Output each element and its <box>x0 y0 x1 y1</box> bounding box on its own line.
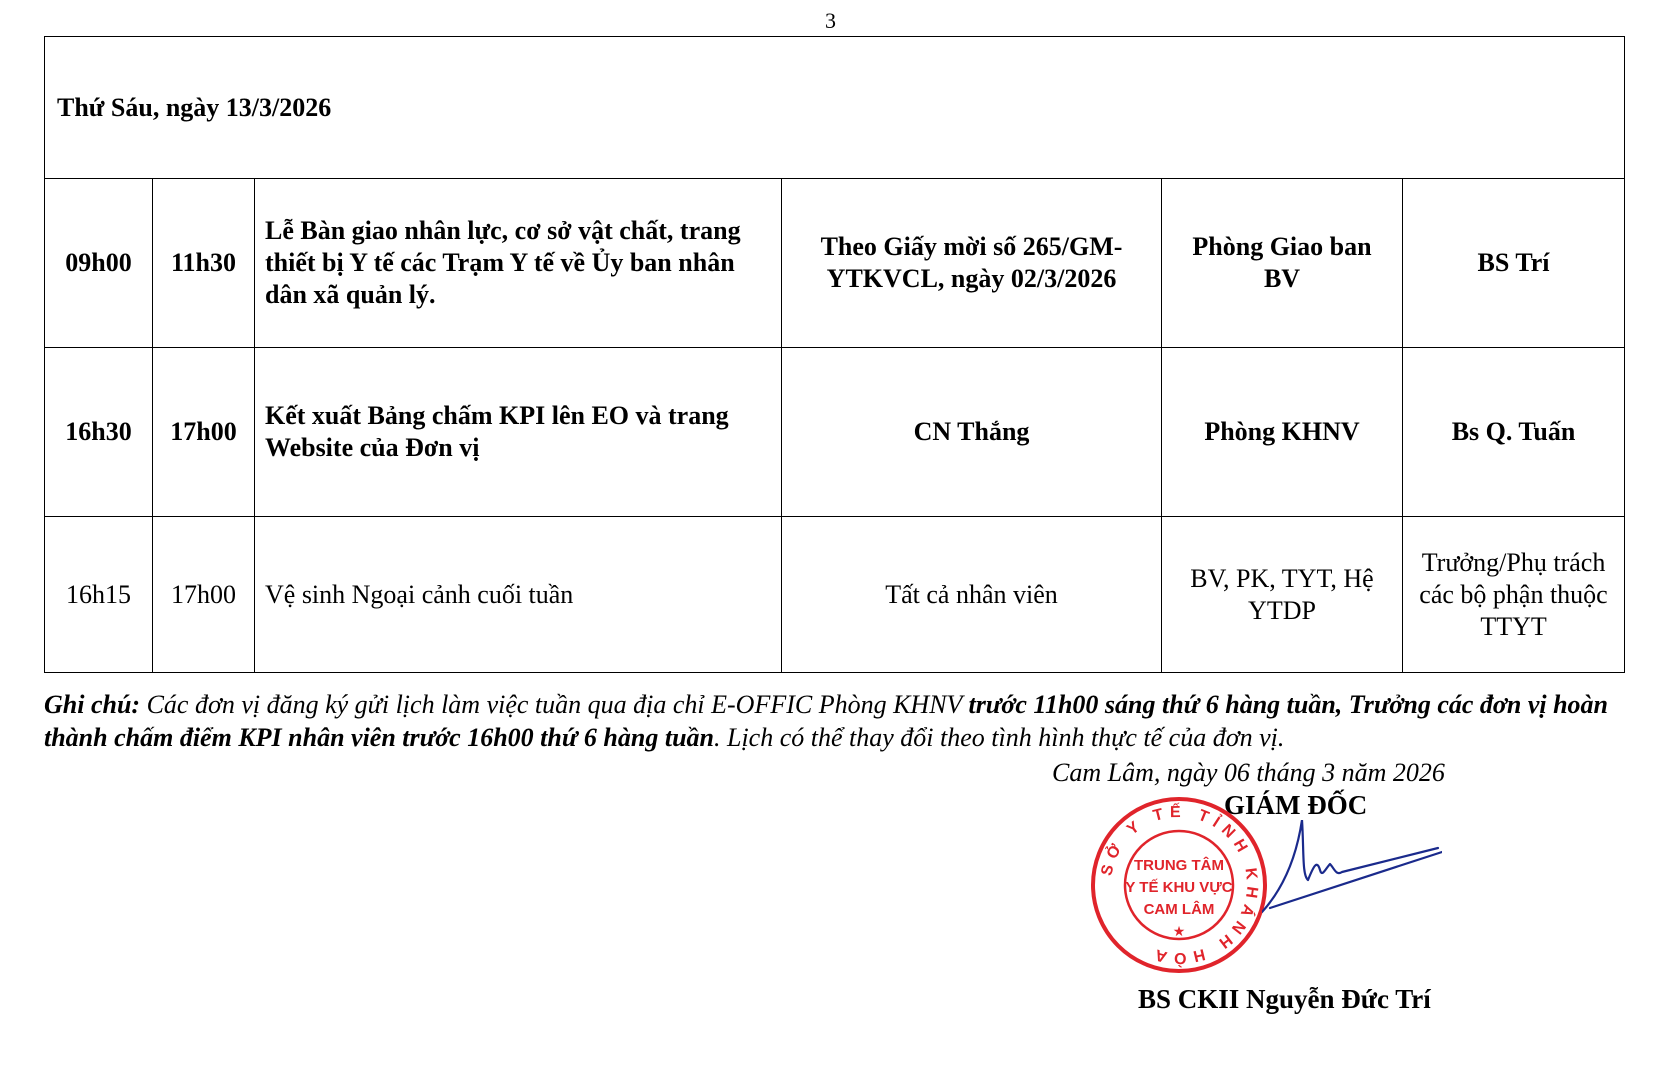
table-row <box>45 179 1625 348</box>
start-time-cell: 16h15 <box>45 517 153 673</box>
stamp-line-2: Y TẾ KHU VỰC <box>1125 879 1233 896</box>
note-label: Ghi chú: <box>44 690 141 719</box>
end-time-cell: 17h00 <box>153 517 255 673</box>
content-cell: Kết xuất Bảng chấm KPI lên EO và trang Website của Đơn vị <box>255 348 782 517</box>
official-stamp <box>1090 796 1268 974</box>
end-time-cell: 17h00 <box>153 348 255 517</box>
page-number: 3 <box>825 8 836 33</box>
location-cell: BV, PK, TYT, Hệ YTDP <box>1162 517 1403 673</box>
participants-cell: Tất cả nhân viên <box>782 517 1162 673</box>
day-header: Thứ Sáu, ngày 13/3/2026 <box>45 37 1625 179</box>
content-cell: Lễ Bàn giao nhân lực, cơ sở vật chất, trang thiết bị Y tế các Trạm Y tế về Ủy ban nhân dân xã quản lý. <box>255 179 782 348</box>
note-paragraph <box>44 688 1624 754</box>
stamp-line-1: TRUNG TÂM <box>1134 857 1224 874</box>
start-time-cell: 09h00 <box>45 179 153 348</box>
director-title: GIÁM ĐỐC <box>1224 790 1368 820</box>
signer-name: BS CKII Nguyễn Đức Trí <box>1138 984 1431 1014</box>
chair-cell: BS Trí <box>1403 179 1625 348</box>
note-text-end: . Lịch có thể thay đổi theo tình hình thực tế của đơn vị. <box>714 723 1285 752</box>
content-cell: Vệ sinh Ngoại cảnh cuối tuần <box>255 517 782 673</box>
note-text: Các đơn vị đăng ký gửi lịch làm việc tuần qua địa chỉ E-OFFIC Phòng KHNV <box>140 690 969 719</box>
end-time-cell: 11h30 <box>153 179 255 348</box>
stamp-line-3: CAM LÂM <box>1143 901 1215 918</box>
handwritten-signature <box>1262 820 1442 920</box>
day-header-row <box>45 37 1625 179</box>
table-row <box>45 348 1625 517</box>
table-row <box>45 517 1625 673</box>
stamp-outer-text: SỞ Y TẾ TỈNH KHÁNH HÒA <box>1098 803 1261 967</box>
chair-cell: Trưởng/Phụ trách các bộ phận thuộc TTYT <box>1403 517 1625 673</box>
start-time-cell: 16h30 <box>45 348 153 517</box>
participants-cell: Theo Giấy mời số 265/GM-YTKVCL, ngày 02/3/2026 <box>782 179 1162 348</box>
chair-cell: Bs Q. Tuấn <box>1403 348 1625 517</box>
note-deadline-text: trước 11h00 sáng thứ 6 hàng tuần, Trưởng các đơn vị hoàn thành chấm điểm KPI nhân viên trước 16h00 thứ 6 hàng tuần <box>44 690 1609 752</box>
stamp-star-icon: ★ <box>1172 925 1186 940</box>
participants-cell: CN Thắng <box>782 348 1162 517</box>
schedule-table <box>44 36 1625 673</box>
location-cell: Phòng Giao ban BV <box>1162 179 1403 348</box>
place-date: Cam Lâm, ngày 06 tháng 3 năm 2026 <box>1052 758 1445 787</box>
location-cell: Phòng KHNV <box>1162 348 1403 517</box>
